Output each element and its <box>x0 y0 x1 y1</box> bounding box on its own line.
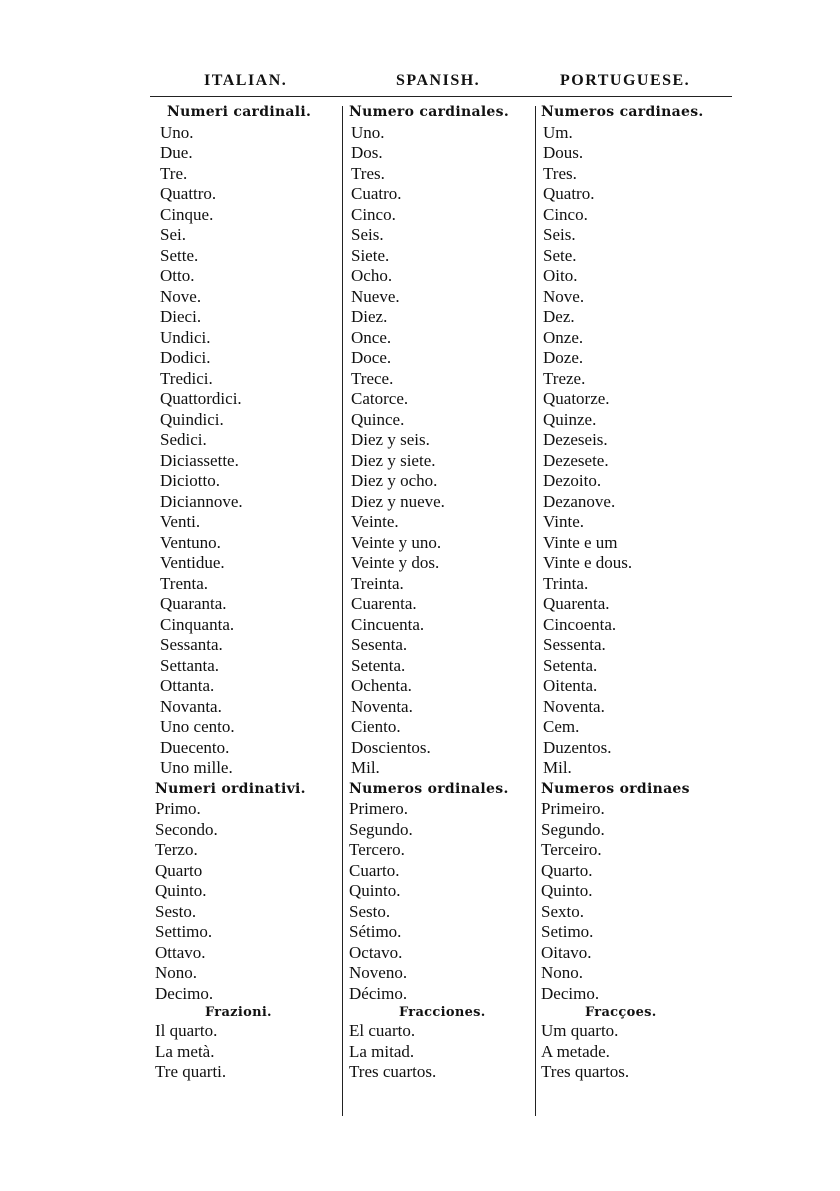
ordinal-entry: Nono. <box>541 963 584 982</box>
cardinal-entry: Dieci. <box>160 307 202 326</box>
cardinal-entry: Um. <box>543 122 573 142</box>
header-spanish: SPANISH. <box>396 72 481 89</box>
fraction-entry: Tres quartos. <box>541 1062 630 1081</box>
cardinal-entry: Quatorze. <box>543 389 610 408</box>
cardinal-entry: Veinte. <box>351 512 399 531</box>
cardinal-entry: Setenta. <box>351 655 406 675</box>
ordinal-entry: Terceiro. <box>541 840 602 859</box>
cardinal-entry: Uno. <box>351 122 385 142</box>
ordinal-entry: Sétimo. <box>349 922 402 941</box>
ordinal-entry: Nono. <box>155 963 198 982</box>
cardinal-entry: Ventidue. <box>160 553 225 572</box>
fraction-entry: La metà. <box>155 1041 215 1061</box>
cardinal-entry: Uno cento. <box>160 717 235 736</box>
cardinal-entry: Onze. <box>543 327 584 347</box>
cardinal-entry: Noventa. <box>351 696 413 716</box>
cardinal-entry: Nove. <box>160 286 202 306</box>
cardinal-entry: Trece. <box>351 368 394 388</box>
cardinal-heading: Numero cardinales. <box>349 104 509 120</box>
cardinal-heading: Numeri cardinali. <box>167 104 312 120</box>
fraction-heading-text: Fracciones. <box>399 1005 486 1020</box>
fraction-heading <box>541 1004 741 1021</box>
cardinal-entry: Oitenta. <box>543 676 598 695</box>
cardinal-entry: Catorce. <box>351 389 409 408</box>
fraction-heading-text: Frazioni. <box>205 1005 272 1020</box>
ordinal-heading: Numeri ordinativi. <box>155 780 306 797</box>
cardinal-entry: Diciannove. <box>160 491 243 511</box>
ordinal-entry: Octavo. <box>349 942 403 962</box>
cardinal-entry: Duzentos. <box>543 737 612 757</box>
cardinal-entry: Vinte. <box>543 512 584 531</box>
cardinal-entry: Sette. <box>160 245 199 265</box>
cardinal-entry: Cincuenta. <box>351 614 425 634</box>
ordinal-entry: Quarto <box>155 860 203 880</box>
ordinal-entry: Decimo. <box>155 983 214 1003</box>
cardinal-entry: Due. <box>160 143 193 162</box>
fraction-entry: Tre quarti. <box>155 1062 227 1081</box>
cardinal-entry: Nove. <box>543 286 585 306</box>
cardinal-entry: Sedici. <box>160 430 207 449</box>
ordinal-entry: Primo. <box>155 799 201 818</box>
fraction-entry: Il quarto. <box>155 1021 218 1040</box>
italian-column <box>155 102 345 1083</box>
cardinal-entry: Quatro. <box>543 184 595 203</box>
cardinal-entry: Cinque. <box>160 204 214 224</box>
cardinal-entry: Undici. <box>160 327 211 347</box>
cardinal-entry: Doscientos. <box>351 737 431 757</box>
cardinal-entry: Tres. <box>543 163 577 183</box>
fraction-entry: Um quarto. <box>541 1021 619 1040</box>
fraction-entry: A metade. <box>541 1041 610 1061</box>
cardinal-entry: Sete. <box>543 245 577 265</box>
cardinal-entry: Tredici. <box>160 368 213 388</box>
ordinal-entry: Setimo. <box>541 922 594 941</box>
cardinal-entry: Cincoenta. <box>543 614 617 634</box>
cardinal-entry: Tres. <box>351 163 385 183</box>
fraction-heading <box>155 1004 345 1021</box>
cardinal-entry: Diez. <box>351 307 388 326</box>
ordinal-entry: Segundo. <box>541 819 605 839</box>
ordinal-entry: Settimo. <box>155 922 213 941</box>
cardinal-entry: Ottanta. <box>160 676 215 695</box>
cardinal-entry: Diciotto. <box>160 471 220 490</box>
cardinal-entry: Noventa. <box>543 696 605 716</box>
cardinal-entry: Treze. <box>543 368 586 388</box>
cardinal-entry: Diez y nueve. <box>351 491 445 511</box>
cardinal-entry: Ocho. <box>351 266 393 285</box>
cardinal-entry: Setenta. <box>543 655 598 675</box>
cardinal-entry: Venti. <box>160 512 201 531</box>
cardinal-entry: Trinta. <box>543 573 589 593</box>
ordinal-entry: Quinto. <box>541 881 593 900</box>
cardinal-entry: Diez y ocho. <box>351 471 438 490</box>
ordinal-entry: Oitavo. <box>541 942 592 962</box>
cardinal-entry: Otto. <box>160 266 195 285</box>
ordinal-entry: Primeiro. <box>541 799 605 818</box>
ordinal-entry: Quinto. <box>155 881 207 900</box>
cardinal-entry: Quindici. <box>160 409 224 429</box>
fraction-heading <box>349 1004 537 1021</box>
cardinal-entry: Treinta. <box>351 573 404 593</box>
cardinal-entry: Siete. <box>351 245 390 265</box>
cardinal-entry: Mil. <box>351 758 380 777</box>
cardinal-entry: Quattro. <box>160 184 217 203</box>
cardinal-entry: Sessenta. <box>543 635 606 654</box>
cardinal-entry: Vinte e dous. <box>543 553 633 572</box>
cardinal-entry: Cuatro. <box>351 184 402 203</box>
cardinal-entry: Seis. <box>351 225 384 244</box>
cardinal-entry: Sei. <box>160 225 186 244</box>
ordinal-entry: Secondo. <box>155 819 218 839</box>
cardinal-entry: Ciento. <box>351 717 401 736</box>
cardinal-entry: Trenta. <box>160 573 209 593</box>
cardinal-heading: Numeros cardinaes. <box>541 104 704 120</box>
cardinal-entry: Uno. <box>160 122 194 142</box>
cardinal-entry: Once. <box>351 327 392 347</box>
cardinal-entry: Dodici. <box>160 348 211 367</box>
cardinal-entry: Uno mille. <box>160 758 233 777</box>
cardinal-entry: Tre. <box>160 163 188 183</box>
cardinal-entry: Oito. <box>543 266 578 285</box>
portuguese-column <box>541 102 741 1083</box>
cardinal-entry: Diez y seis. <box>351 430 430 449</box>
cardinal-entry: Ventuno. <box>160 532 221 552</box>
ordinal-heading: Numeros ordinales. <box>349 780 509 797</box>
ordinal-entry: Quarto. <box>541 860 593 880</box>
ordinal-entry: Terzo. <box>155 840 198 859</box>
ordinal-entry: Cuarto. <box>349 860 400 880</box>
cardinal-entry: Seis. <box>543 225 576 244</box>
cardinal-entry: Novanta. <box>160 696 222 716</box>
cardinal-entry: Quattordici. <box>160 389 242 408</box>
cardinal-entry: Quince. <box>351 409 405 429</box>
cardinal-entry: Quinze. <box>543 409 597 429</box>
ordinal-entry: Quinto. <box>349 881 401 900</box>
cardinal-entry: Doze. <box>543 348 584 367</box>
ordinal-entry: Primero. <box>349 799 409 818</box>
fraction-heading-text: Fracçoes. <box>585 1005 657 1020</box>
cardinal-entry: Dez. <box>543 307 575 326</box>
cardinal-entry: Sessanta. <box>160 635 223 654</box>
ordinal-entry: Ottavo. <box>155 942 206 962</box>
cardinal-entry: Diez y siete. <box>351 450 436 470</box>
cardinal-entry: Dos. <box>351 143 383 162</box>
cardinal-entry: Dezanove. <box>543 491 616 511</box>
cardinal-entry: Cinco. <box>351 204 396 224</box>
cardinal-entry: Mil. <box>543 758 572 777</box>
cardinal-entry: Cem. <box>543 717 580 736</box>
column-header-row <box>150 72 732 97</box>
ordinal-heading: Numeros ordinaes <box>541 780 690 797</box>
cardinal-entry: Settanta. <box>160 655 220 675</box>
fraction-entry: Tres cuartos. <box>349 1062 437 1081</box>
cardinal-entry: Ochenta. <box>351 676 412 695</box>
cardinal-entry: Dous. <box>543 143 584 162</box>
cardinal-entry: Dezoito. <box>543 471 602 490</box>
cardinal-entry: Nueve. <box>351 286 400 306</box>
fraction-entry: El cuarto. <box>349 1021 416 1040</box>
cardinal-entry: Diciassette. <box>160 450 239 470</box>
cardinal-entry: Cuarenta. <box>351 594 417 613</box>
cardinal-entry: Veinte y uno. <box>351 532 442 552</box>
ordinal-entry: Segundo. <box>349 819 413 839</box>
ordinal-entry: Sesto. <box>349 901 391 921</box>
ordinal-entry: Decimo. <box>541 983 600 1003</box>
ordinal-entry: Noveno. <box>349 963 408 982</box>
spanish-column <box>349 102 537 1083</box>
cardinal-entry: Quaranta. <box>160 594 227 613</box>
cardinal-entry: Dezesete. <box>543 450 609 470</box>
header-italian: ITALIAN. <box>204 72 288 89</box>
header-portuguese: PORTUGUESE. <box>560 72 691 89</box>
cardinal-entry: Veinte y dos. <box>351 553 440 572</box>
ordinal-entry: Tercero. <box>349 840 405 859</box>
cardinal-entry: Dezeseis. <box>543 430 608 449</box>
fraction-entry: La mitad. <box>349 1041 415 1061</box>
cardinal-entry: Vinte e um <box>543 532 618 552</box>
cardinal-entry: Cinco. <box>543 204 588 224</box>
ordinal-entry: Décimo. <box>349 983 408 1003</box>
ordinal-entry: Sesto. <box>155 901 197 921</box>
cardinal-entry: Sesenta. <box>351 635 408 654</box>
cardinal-entry: Quarenta. <box>543 594 610 613</box>
ordinal-entry: Sexto. <box>541 901 584 921</box>
cardinal-entry: Duecento. <box>160 737 230 757</box>
cardinal-entry: Cinquanta. <box>160 614 235 634</box>
cardinal-entry: Doce. <box>351 348 392 367</box>
